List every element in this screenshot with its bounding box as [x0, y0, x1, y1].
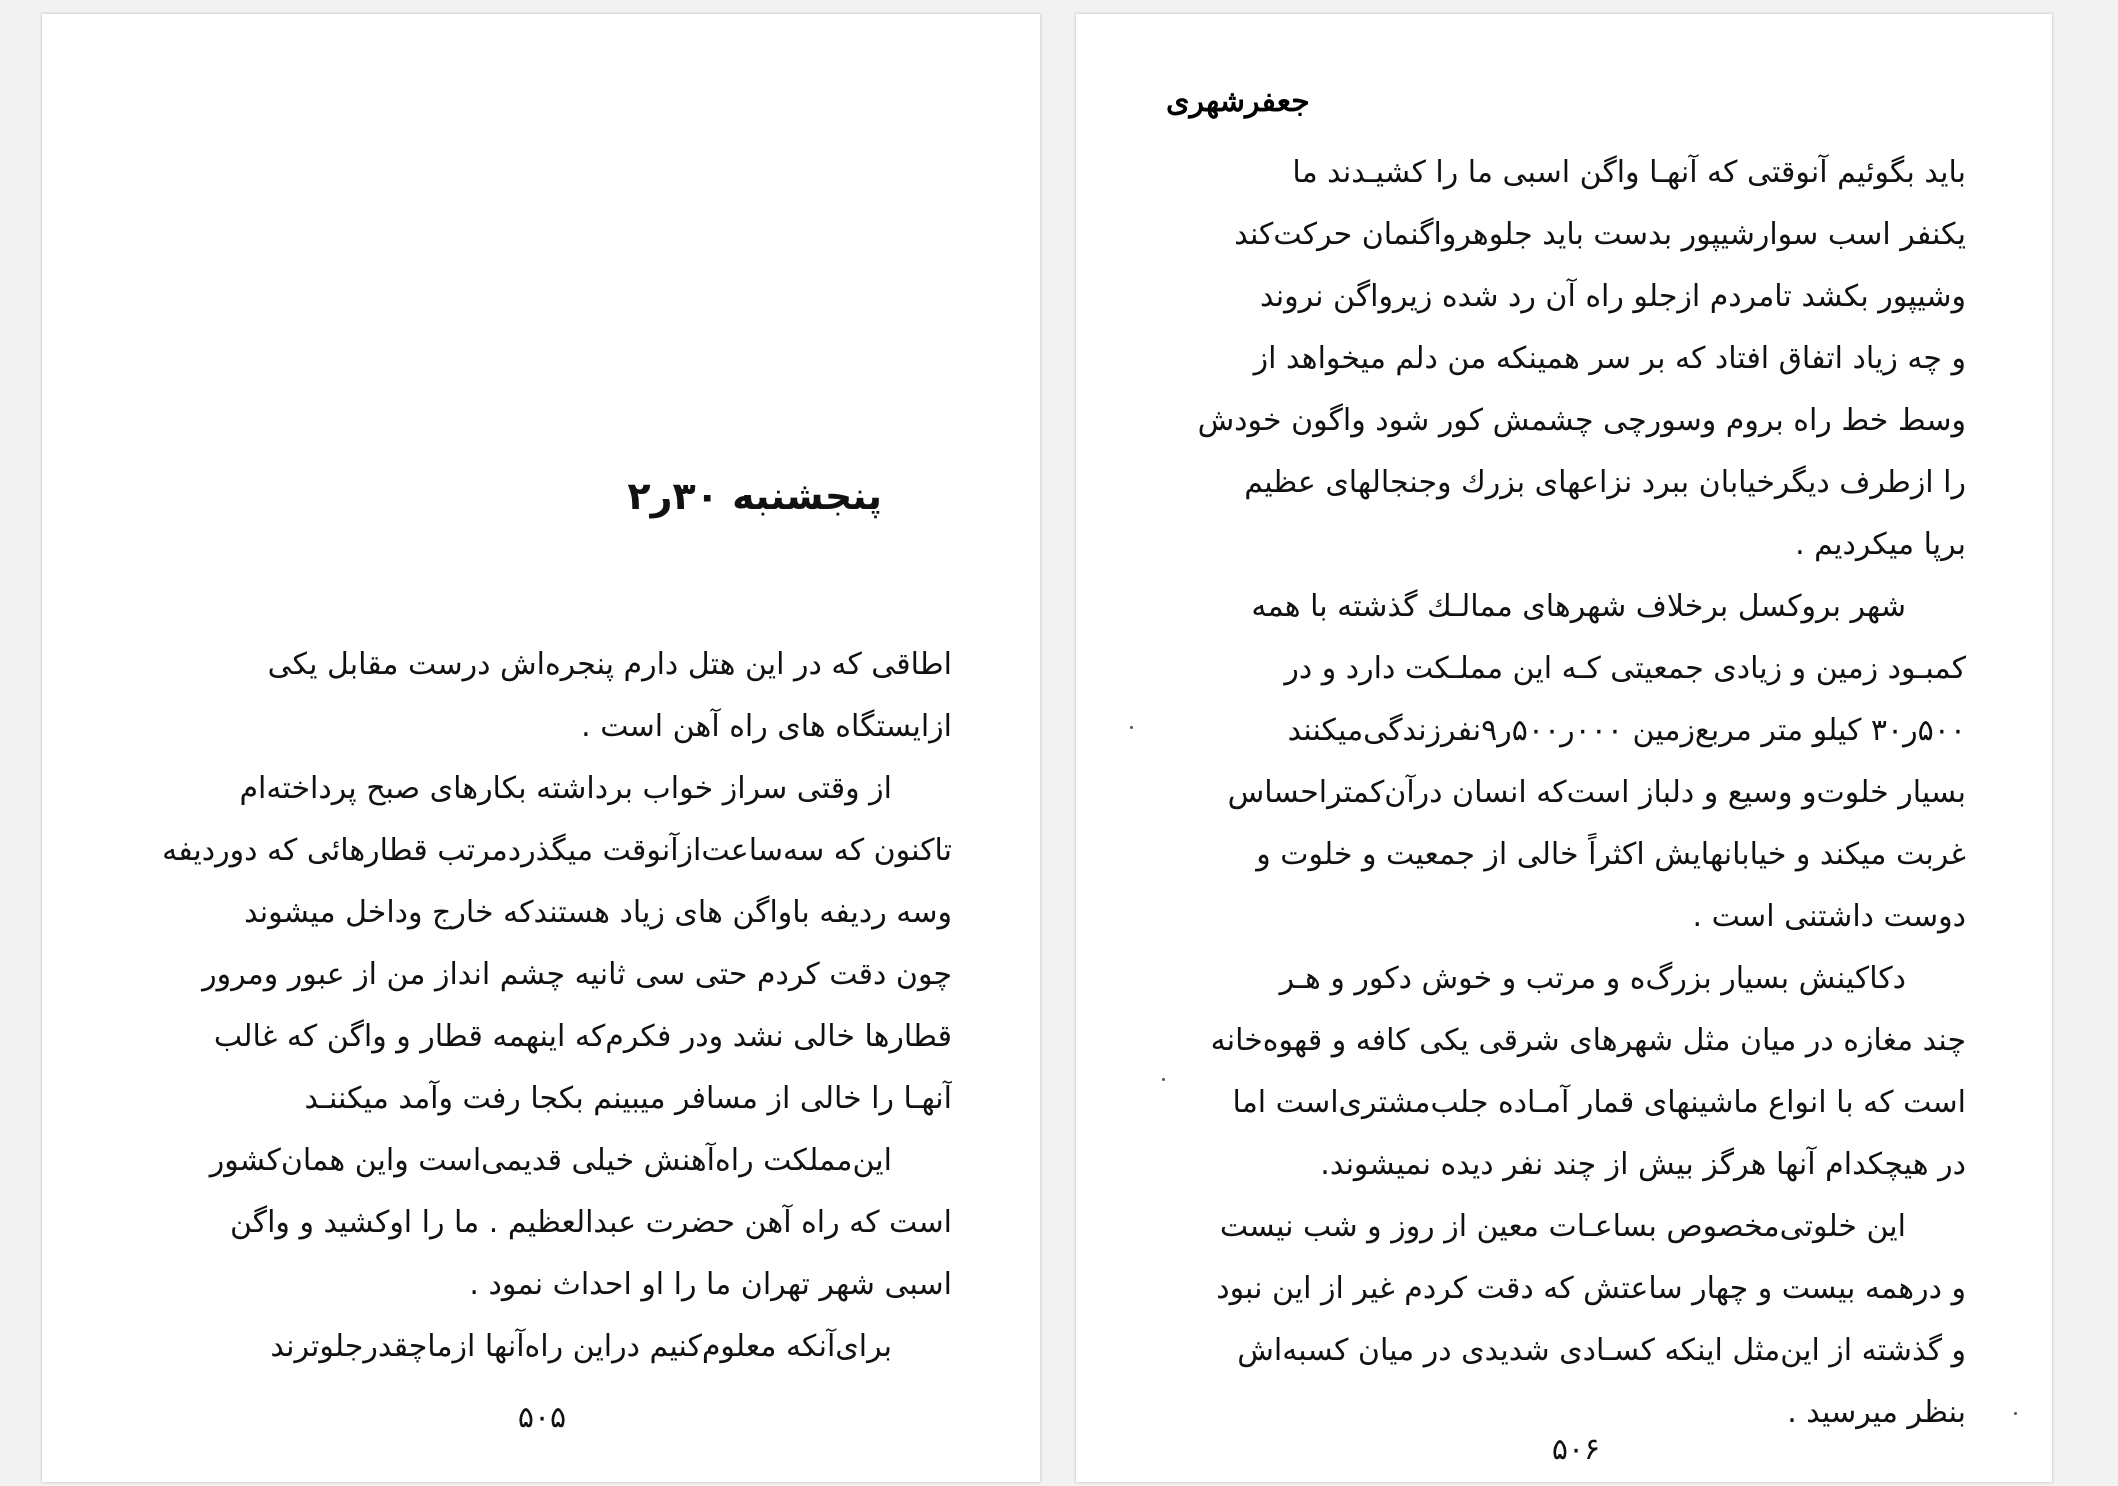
- text-line: بسیار خلوت‌و وسیع و دلباز است‌که انسان درآن‌کمتراحساس: [1227, 775, 1966, 810]
- text-line: از وقتی سراز خواب برداشته بکارهای صبح پرداخته‌ام: [239, 771, 892, 806]
- left-page: [42, 14, 1040, 1482]
- text-line: ازایستگاه های راه آهن است .: [581, 709, 952, 744]
- text-line: ۵۰۰ر۳۰ کیلو متر مربع‌زمین ۰۰۰ر۵۰۰ر۹نفرزندگی‌میکنند: [1287, 713, 1966, 748]
- text-line: یکنفر اسب سوارشیپور بدست باید جلوهرواگنمان حرکت‌کند: [1234, 217, 1966, 252]
- scan-speck: [2014, 1412, 2017, 1415]
- left-page-body: [120, 634, 952, 1378]
- right-page: [1076, 14, 2052, 1482]
- text-line: بنظر میرسید .: [1787, 1395, 1966, 1430]
- running-head: جعفرشهری: [1166, 85, 1310, 118]
- text-line: تاکنون که سه‌ساعت‌ازآنوقت میگذرد‌مرتب قطارهائی که دوردیفه: [162, 833, 952, 868]
- text-line: است که راه آهن حضرت عبدالعظیم . ما را اوکشید و واگن: [229, 1205, 952, 1240]
- text-line: اسبی شهر تهران ما را او احداث نمود .: [469, 1267, 952, 1302]
- text-line: باید بگوئیم آنوقتی که آنهـا واگن اسبی ما را کشیـدند ما: [1292, 155, 1966, 190]
- right-page-body: [1170, 142, 1966, 1444]
- text-line: چون دقت کردم حتی سی ثانیه چشم انداز من از عبور ومرور: [202, 957, 952, 992]
- text-line: را ازطرف دیگرخیابان ببرد نزاعهای بزرك وجنجالهای عظیم: [1244, 465, 1966, 500]
- text-line: چند مغازه در میان مثل شهرهای شرقی یکی کافه و قهوه‌خانه: [1210, 1023, 1966, 1058]
- text-line: قطارها خالی نشد ودر فکرم‌که اینهمه قطار و واگن که غالب: [213, 1019, 952, 1054]
- text-line: و درهمه بیست و چهار ساعتش که دقت کردم غیر از این نبود: [1216, 1271, 1966, 1306]
- text-line: آنهـا را خالی از مسافر میبینم بکجا رفت وآمد میکننـد: [304, 1081, 952, 1116]
- scan-speck: [1162, 1078, 1165, 1081]
- text-line: وسه ردیفه باواگن های زیاد هستندکه خارج وداخل میشوند: [244, 895, 952, 930]
- text-line: غربت میکند و خیابانهایش اکثراً خالی از جمعیت و خلوت و: [1256, 837, 1966, 872]
- text-line: وسط خط راه بروم وسورچی چشمش کور شود واگون خودش: [1197, 403, 1966, 438]
- text-line: در هیچکدام آنها هرگز بیش از چند نفر دیده نمیشوند.: [1320, 1147, 1966, 1182]
- text-line: است که با انواع ماشینهای قمار آمـاده جلب‌مشتری‌است اما: [1232, 1085, 1966, 1120]
- diary-date-heading: پنجشنبه ۳۰ر۲: [627, 474, 882, 518]
- text-line: این‌مملکت راه‌آهنش خیلی قدیمی‌است واین همان‌کشور: [209, 1143, 892, 1178]
- scan-speck: [1130, 726, 1133, 729]
- text-line: کمبـود زمین و زیادی جمعیتی کـه این مملـکت دارد و در: [1284, 651, 1966, 686]
- text-line: اطاقی که در این هتل دارم پنجره‌اش درست مقابل یکی: [267, 647, 952, 682]
- text-line: این خلوتی‌مخصوص بساعـات معین از روز و شب نیست: [1219, 1209, 1906, 1244]
- text-line: دوست داشتنی است .: [1692, 899, 1966, 934]
- page-number: ۵۰۶: [1551, 1432, 1601, 1467]
- text-line: برپا میکردیم .: [1795, 527, 1966, 562]
- text-line: وشیپور بکشد تامردم ازجلو راه آن رد شده زیرواگن نروند: [1260, 279, 1966, 314]
- text-line: و چه زیاد اتفاق افتاد که بر سر همینکه من دلم میخواهد از: [1253, 341, 1966, 376]
- text-line: و گذشته از این‌مثل اینکه کسـادی شدیدی در میان کسبه‌اش: [1237, 1333, 1966, 1368]
- text-line: دکاکینش بسیار بزرگ‌ه و مرتب و خوش دکور و هـر: [1279, 961, 1906, 996]
- text-line: برای‌آنکه معلوم‌کنیم دراین راه‌آنها ازماچقدرجلوترند: [270, 1329, 892, 1364]
- page-number: ۵۰۵: [517, 1400, 567, 1435]
- text-line: شهر بروکسل برخلاف شهرهای ممالـك گذشته با همه: [1251, 589, 1906, 624]
